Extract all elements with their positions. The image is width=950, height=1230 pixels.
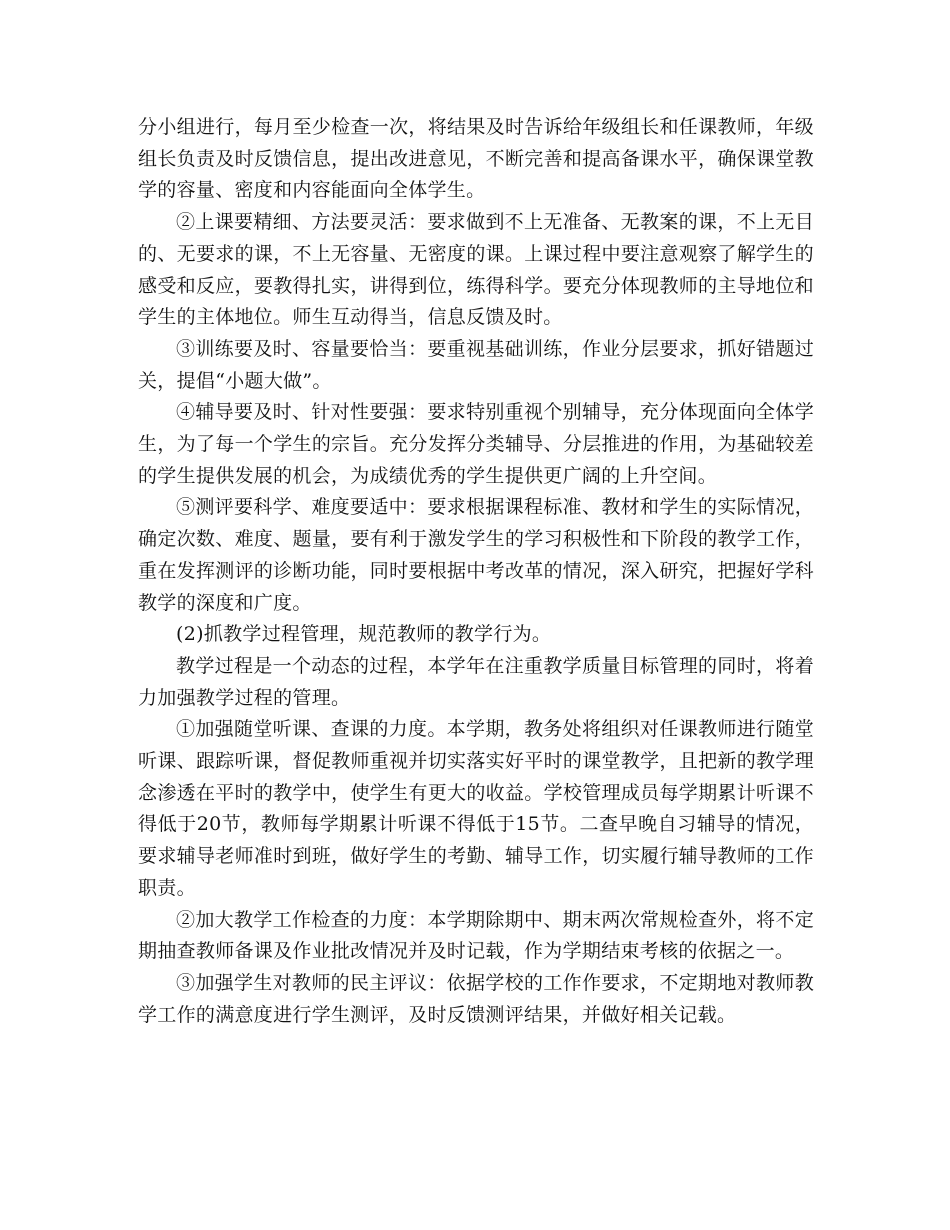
paragraph-continuation: 分小组进行，每月至少检查一次，将结果及时告诉给年级组长和任课教师，年级组长负责及时反馈信息，提出改进意见，不断完善和提高备课水平，确保课堂教学的容量、密度和内容能面向全体学生。 <box>138 116 814 202</box>
document-body <box>138 112 814 1031</box>
paragraph-point-1: ①加强随堂听课、查课的力度。本学期，教务处将组织对任课教师进行随堂听课、跟踪听课，督促教师重视并切实落实好平时的课堂教学，且把新的教学理念渗透在平时的教学中，使学生有更大的收益。学校管理成员每学期累计听课不得低于20节，教师每学期累计听课不得低于15节。二查早晚自习辅导的情况，要求辅导老师准时到班，做好学生的考勤、辅导工作，切实履行辅导教师的工作职责。 <box>138 718 814 899</box>
paragraph-item-4: ④辅导要及时、针对性要强：要求特别重视个别辅导，充分体现面向全体学生，为了每一个学生的宗旨。充分发挥分类辅导、分层推进的作用，为基础较差的学生提供发展的机会，为成绩优秀的学生提供更广阔的上升空间。 <box>138 401 814 487</box>
section-heading-2: (2)抓教学过程管理，规范教师的教学行为。 <box>176 623 552 646</box>
paragraph-point-2: ②加大教学工作检查的力度：本学期除期中、期末两次常规检查外，将不定期抽查教师备课及作业批改情况并及时记载，作为学期结束考核的依据之一。 <box>138 908 814 963</box>
paragraph-item-5: ⑤测评要科学、难度要适中：要求根据课程标准、教材和学生的实际情况，确定次数、难度、题量，要有利于激发学生的学习积极性和下阶段的教学工作，重在发挥测评的诊断功能，同时要根据中考改革的情况，深入研究，把握好学科教学的深度和广度。 <box>138 496 814 614</box>
paragraph-point-3: ③加强学生对教师的民主评议：依据学校的工作作要求，不定期地对教师教学工作的满意度进行学生测评，及时反馈测评结果，并做好相关记载。 <box>138 971 814 1026</box>
paragraph-item-2: ②上课要精细、方法要灵活：要求做到不上无准备、无教案的课，不上无目的、无要求的课，不上无容量、无密度的课。上课过程中要注意观察了解学生的感受和反应，要教得扎实，讲得到位，练得科学。要充分体现教师的主导地位和学生的主体地位。师生互动得当，信息反馈及时。 <box>138 211 814 329</box>
paragraph-intro: 教学过程是一个动态的过程，本学年在注重教学质量目标管理的同时，将着力加强教学过程的管理。 <box>138 654 814 709</box>
paragraph-item-3: ③训练要及时、容量要恰当：要重视基础训练，作业分层要求，抓好错题过关，提倡“小题大做”。 <box>138 337 814 392</box>
